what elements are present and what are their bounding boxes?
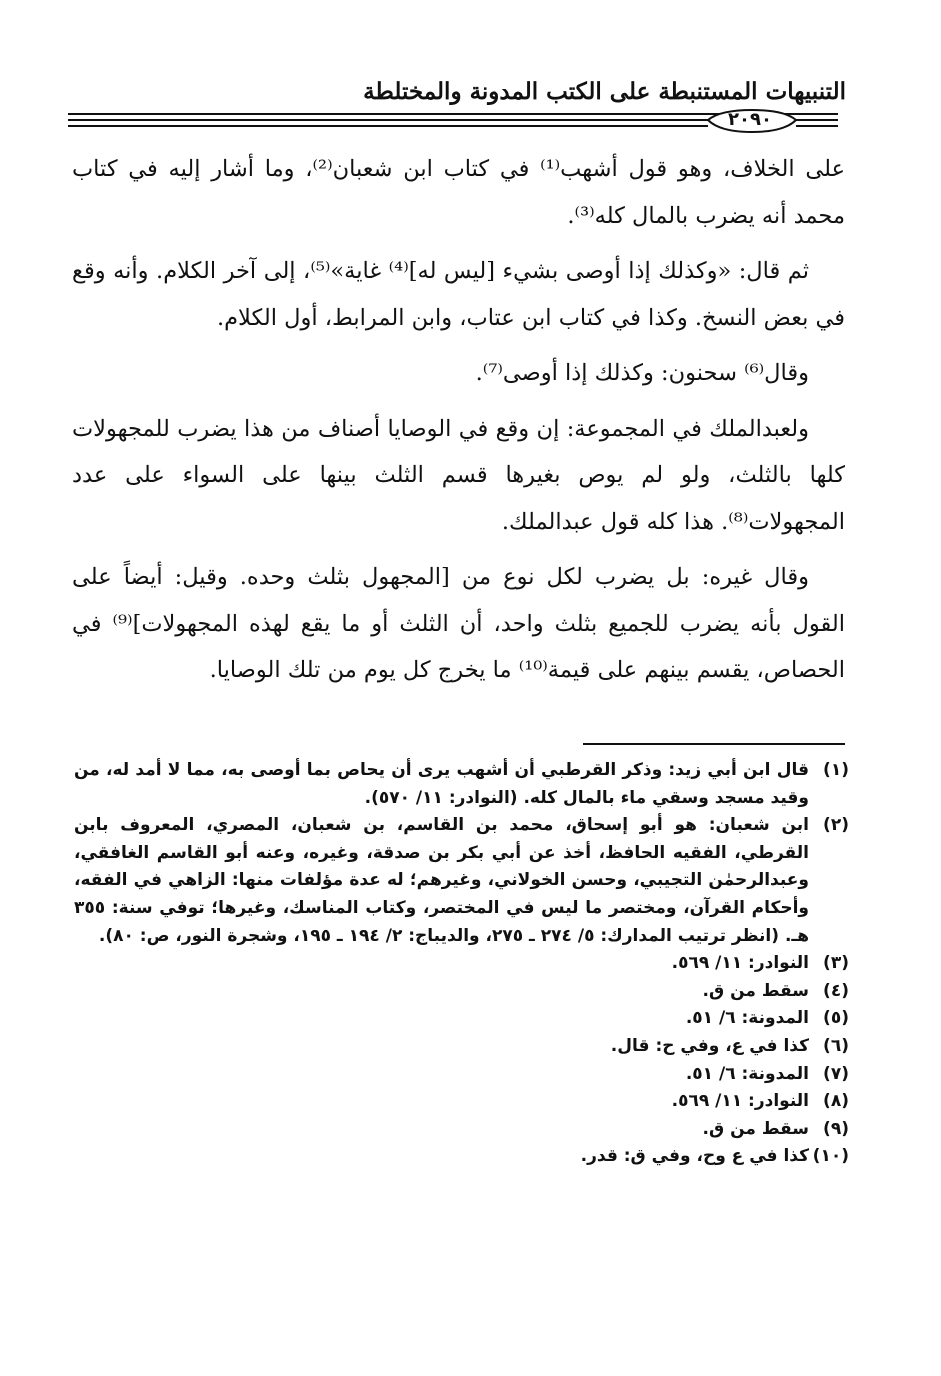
running-title: التنبيهات المستنبطة على الكتب المدونة والمختلطة: [363, 78, 846, 105]
footnotes: [74, 757, 849, 1171]
footnote-text: كذا في ع وح، وفي ق: قدر.: [580, 1146, 809, 1167]
main-text: [72, 146, 845, 703]
footnote-number: (٢): [823, 815, 849, 836]
footnote-number: (٤): [823, 980, 849, 1001]
footnote-text: سقط من ق.: [702, 1118, 809, 1139]
footnote: [74, 1005, 849, 1033]
footnote-number: (٦): [823, 1035, 849, 1056]
footnote-text: النوادر: ١١/ ٥٦٩.: [671, 1091, 809, 1112]
footnote-number: (١): [823, 760, 849, 780]
footnote-number: (٣): [823, 953, 849, 974]
footnote: [74, 1088, 849, 1116]
footnote: [74, 1116, 849, 1144]
paragraph: على الخلاف، وهو قول أشهب⁽¹⁾ في كتاب ابن شعبان⁽²⁾، وما أشار إليه في كتاب محمد أنه يضرب بالمال كله⁽³⁾.: [72, 156, 845, 229]
paragraph: وقال⁽⁶⁾ سحنون: وكذلك إذا أوصى⁽⁷⁾.: [475, 360, 809, 386]
page-number: ٢٠٩٠: [728, 109, 772, 130]
footnote-number: (٨): [823, 1091, 849, 1112]
footnote-separator: [583, 743, 845, 745]
footnote: [74, 950, 849, 978]
footnote: [74, 757, 849, 812]
footnote: [74, 1061, 849, 1089]
footnote-number: (٧): [823, 1063, 849, 1084]
footnote-text: النوادر: ١١/ ٥٦٩.: [671, 953, 809, 974]
footnote-number: (٩): [823, 1118, 849, 1139]
paragraph: ثم قال: «وكذلك إذا أوصى بشيء [ليس له]⁽⁴⁾ غاية»⁽⁵⁾، إلى آخر الكلام. وأنه وقع في بعض النسخ. وكذا في كتاب ابن عتاب، وابن المرابط، أول الكلام.: [72, 258, 845, 331]
footnote: [74, 978, 849, 1006]
footnote: [74, 1033, 849, 1061]
footnote-number: (٥): [823, 1008, 849, 1029]
paragraph: وقال غيره: بل يضرب لكل نوع من [المجهول بثلث وحده. وقيل: أيضاً على القول بأنه يضرب للجميع بثلث واحد، أن الثلث أو ما يقع لهذه المجهولات]⁽⁹⁾ في الحصاص، يقسم بينهم على قيمة⁽¹⁰⁾ ما يخرج كل يوم من تلك الوصايا.: [72, 564, 845, 683]
footnote-text: سقط من ق.: [702, 980, 809, 1001]
footnote-text: كذا في ع، وفي ح: قال.: [610, 1035, 809, 1056]
paragraph: ولعبدالملك في المجموعة: إن وقع في الوصايا أصناف من هذا يضرب للمجهولات كلها بالثلث، ولو لم يوص بغيرها قسم الثلث بينها على السواء على عدد المجهولات⁽⁸⁾. هذا كله قول عبدالملك.: [72, 415, 845, 535]
footnote: [74, 1143, 849, 1171]
footnote-text: ابن شعبان: هو أبو إسحاق، محمد بن القاسم، بن شعبان، المصري، المعروف بابن القرطي، الفقيه الحافظ، أخذ عن أبي بكر بن صدقة، وغيره، وعنه أبو القاسم الغافقي، وعبدالرحمٰن التجيبي، وحسن الخولاني، وغيرهم؛ له عدة مؤلفات منها: الزاهي في الفقه، وأحكام القرآن، ومختصر ما ليس في المختصر، وكتاب المناسك، وغيرها؛ توفي سنة: ٣٥٥ هـ. (انظر ترتيب المدارك: ٥/ ٢٧٤ ـ ٢٧٥، والديباج: ٢/ ١٩٤ ـ ١٩٥، وشجرة النور، ص: ٨٠).: [74, 815, 809, 946]
footnote-text: قال ابن أبي زيد: وذكر القرطبي أن أشهب يرى أن يحاص بما أوصى به، مما لا أمد له، من وقيد مسجد وسقي ماء بالمال كله. (النوادر: ١١/ ٥٧٠).: [74, 760, 809, 808]
footnote: [74, 812, 849, 950]
footnote-text: المدونة: ٦/ ٥١.: [685, 1008, 809, 1029]
footnote-number: (١٠): [812, 1146, 849, 1167]
footnote-text: المدونة: ٦/ ٥١.: [685, 1063, 809, 1084]
